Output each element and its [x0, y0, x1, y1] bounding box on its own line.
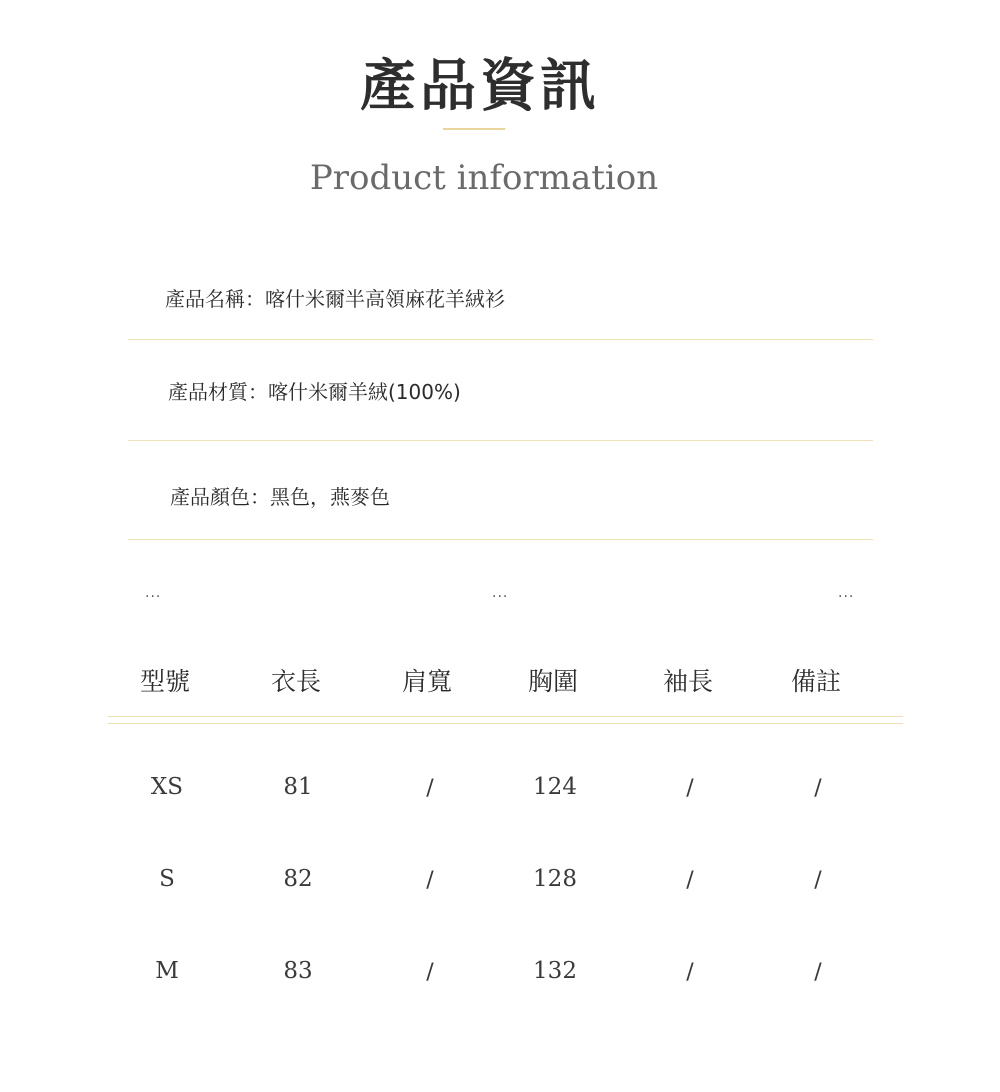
info-row-color — [170, 481, 390, 510]
info-divider — [128, 440, 873, 441]
info-label: 產品材質： — [168, 380, 268, 404]
info-row-material — [168, 376, 461, 405]
cell-size: S — [159, 866, 175, 892]
cell-notes: / — [814, 776, 822, 801]
cell-notes: / — [814, 960, 822, 985]
info-divider — [128, 339, 873, 340]
info-label: 產品顏色： — [170, 485, 270, 509]
cell-length: 81 — [283, 774, 313, 800]
title-divider — [443, 128, 505, 130]
info-row-name — [165, 283, 505, 312]
page-subtitle: Product information — [309, 158, 659, 198]
info-divider — [128, 539, 873, 540]
cell-notes: / — [814, 868, 822, 893]
cell-chest: 132 — [533, 958, 577, 984]
th-chest: 胸圍 — [527, 667, 578, 696]
info-value: 喀什米爾羊絨(100%) — [268, 380, 461, 404]
ellipsis-center: ... — [492, 585, 509, 601]
info-value: 黑色，燕麥色 — [270, 485, 390, 509]
cell-shoulder: / — [426, 776, 434, 801]
ellipsis-left: ... — [145, 585, 162, 601]
th-notes: 備註 — [790, 667, 841, 696]
info-label: 產品名稱： — [165, 287, 265, 311]
cell-chest: 124 — [533, 774, 577, 800]
cell-size: XS — [150, 774, 184, 800]
header-divider — [108, 723, 903, 724]
cell-sleeve: / — [686, 960, 694, 985]
cell-shoulder: / — [426, 868, 434, 893]
th-shoulder: 肩寬 — [401, 667, 452, 696]
ellipsis-right: ... — [838, 585, 855, 601]
th-sleeve: 袖長 — [662, 667, 713, 696]
cell-shoulder: / — [426, 960, 434, 985]
th-length: 衣長 — [270, 667, 321, 696]
cell-size: M — [155, 958, 179, 984]
cell-chest: 128 — [533, 866, 577, 892]
cell-length: 82 — [283, 866, 313, 892]
cell-sleeve: / — [686, 776, 694, 801]
cell-length: 83 — [283, 958, 313, 984]
cell-sleeve: / — [686, 868, 694, 893]
page-title: 產品資訊 — [360, 54, 600, 119]
th-size: 型號 — [139, 667, 190, 696]
header-divider — [108, 716, 903, 717]
info-value: 喀什米爾半高領麻花羊絨衫 — [265, 287, 505, 311]
